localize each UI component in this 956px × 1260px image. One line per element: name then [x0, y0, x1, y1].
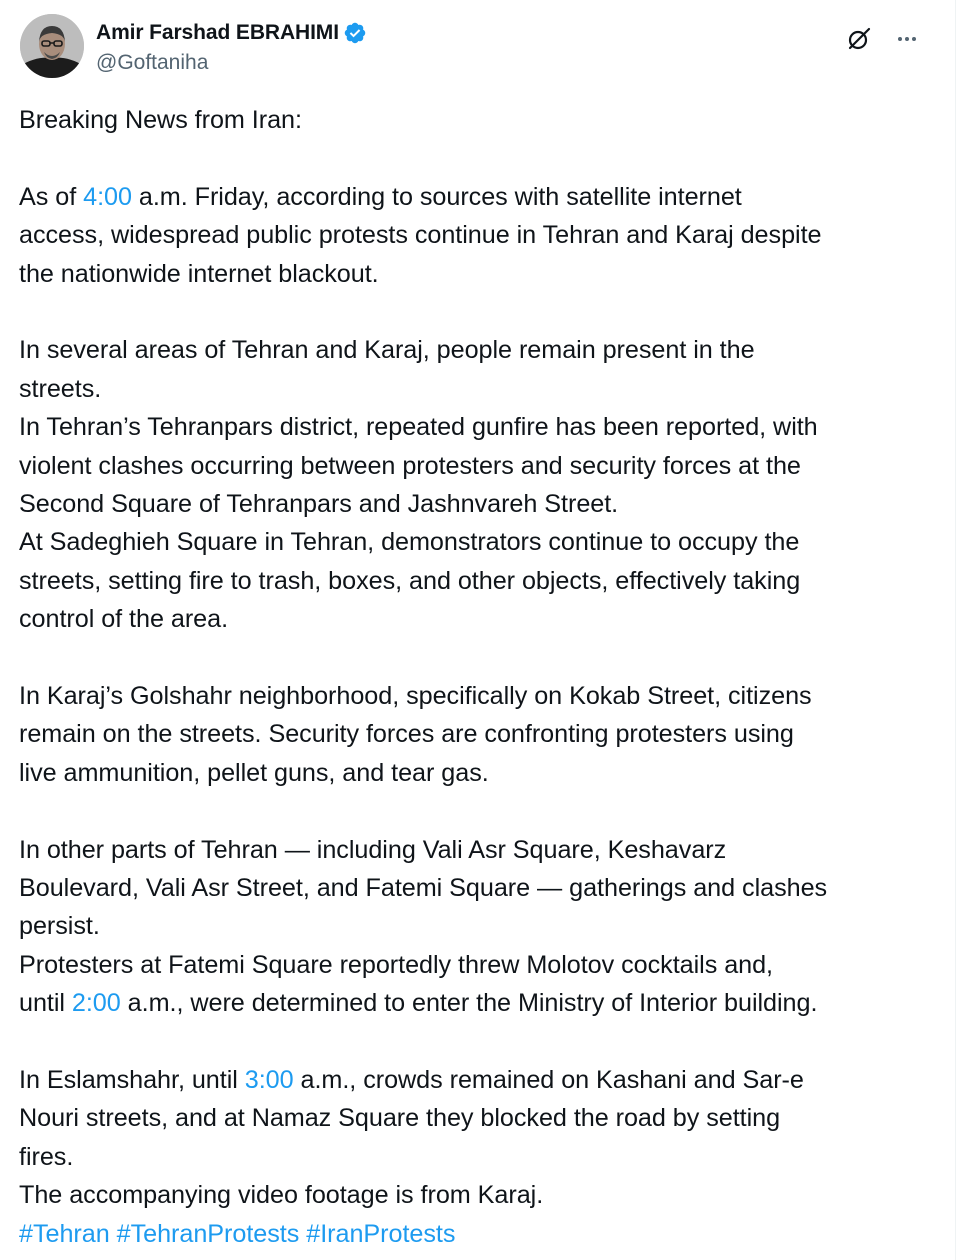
hashtag-line [19, 1215, 935, 1253]
hashtag-iranprotests[interactable]: #IranProtests [306, 1219, 456, 1248]
tweet-line [19, 1061, 935, 1099]
paragraph-gap [19, 792, 935, 830]
grok-icon [846, 26, 872, 52]
author-display-name[interactable]: Amir Farshad EBRAHIMI [96, 21, 339, 44]
avatar[interactable] [20, 14, 84, 78]
tweet-line: violent clashes occurring between protesters and security forces at the [19, 451, 801, 480]
tweet-line: Breaking News from Iran: [19, 106, 302, 134]
more-horizontal-icon [895, 27, 919, 51]
paragraph-gap [19, 293, 935, 331]
tweet-line: At Sadeghieh Square in Tehran, demonstrators continue to occupy the [19, 528, 800, 557]
paragraph-gap [19, 639, 935, 677]
tweet-line: fires. [19, 1142, 74, 1171]
tweet-line: Boulevard, Vali Asr Street, and Fatemi Square — gatherings and clashes [19, 874, 828, 903]
grok-button[interactable] [842, 22, 876, 56]
text-segment: In Eslamshahr, until [19, 1066, 245, 1095]
text-segment: a.m. Friday, according to sources with satellite internet [131, 182, 742, 211]
tweet-line: Nouri streets, and at Namaz Square they blocked the road by setting [19, 1104, 781, 1133]
tweet-line: Protesters at Fatemi Square reportedly threw Molotov cocktails and, [19, 950, 774, 979]
time-link[interactable]: 4:00 [83, 182, 132, 211]
author-handle[interactable]: @Goftaniha [96, 51, 209, 74]
hashtag-tehran[interactable]: #Tehran [19, 1219, 110, 1248]
text-segment: a.m., were determined to enter the Ministry of Interior building. [120, 989, 818, 1018]
paragraph-gap [19, 139, 935, 177]
tweet-line: control of the area. [19, 605, 229, 634]
tweet-line: the nationwide internet blackout. [19, 259, 379, 288]
time-link[interactable]: 3:00 [244, 1066, 294, 1095]
name-row [96, 20, 367, 46]
paragraph-gap [19, 1023, 935, 1061]
tweet-text [19, 101, 935, 1253]
text-segment: As of [19, 182, 84, 211]
tweet-line: live ammunition, pellet guns, and tear gas. [19, 758, 489, 787]
tweet-line [19, 178, 935, 216]
tweet-line: streets. [19, 374, 102, 403]
verified-badge-icon[interactable] [343, 21, 367, 45]
tweet-line: remain on the streets. Security forces are confronting protesters using [19, 720, 794, 749]
hashtag-tehranprotests[interactable]: #TehranProtests [116, 1219, 300, 1248]
text-segment: a.m., crowds remained on Kashani and Sar-e [293, 1066, 804, 1095]
tweet-header [20, 14, 936, 80]
time-link[interactable]: 2:00 [71, 989, 121, 1018]
tweet-line: Second Square of Tehranpars and Jashnvareh Street. [19, 490, 619, 519]
more-options-button[interactable] [890, 22, 924, 56]
tweet-line [19, 984, 935, 1022]
tweet-line: The accompanying video footage is from Karaj. [19, 1181, 544, 1210]
author-info [96, 20, 367, 76]
tweet-line: access, widespread public protests continue in Tehran and Karaj despite [19, 221, 822, 250]
tweet-line: In several areas of Tehran and Karaj, people remain present in the [19, 336, 755, 365]
tweet-line: In other parts of Tehran — including Vali Asr Square, Keshavarz [19, 835, 727, 864]
tweet-line: persist. [19, 912, 100, 941]
tweet-line: streets, setting fire to trash, boxes, and other objects, effectively taking [19, 566, 801, 595]
text-segment: until [19, 989, 72, 1018]
tweet-line: In Karaj’s Golshahr neighborhood, specifically on Kokab Street, citizens [19, 682, 812, 711]
avatar-photo [20, 14, 84, 78]
tweet-line: In Tehran’s Tehranpars district, repeated gunfire has been reported, with [19, 413, 818, 442]
